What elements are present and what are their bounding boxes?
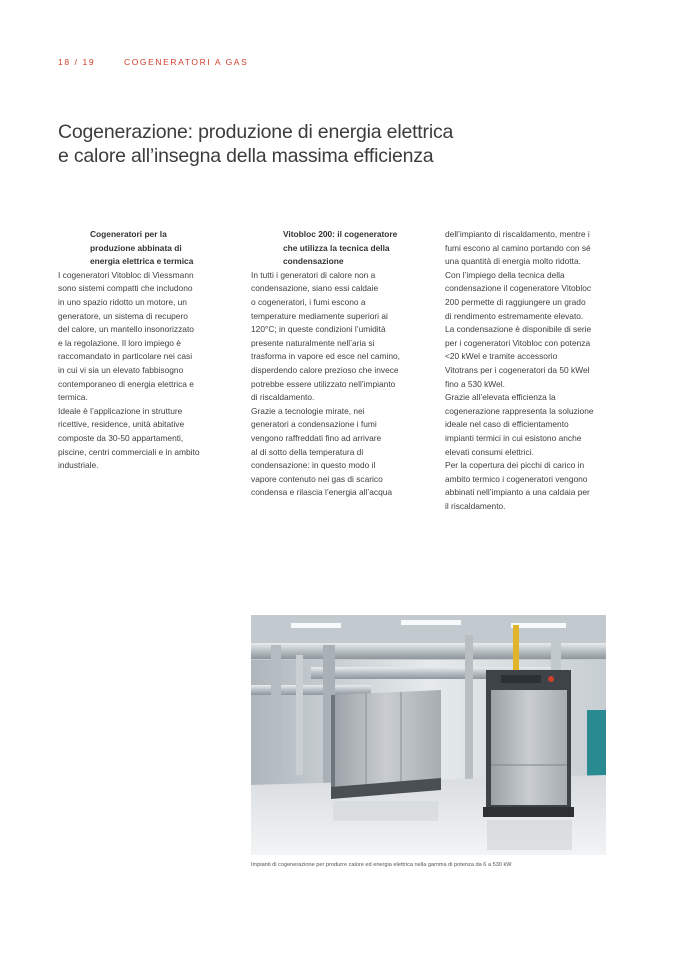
body-line: composte da 30-50 appartamenti,: [58, 432, 184, 443]
body-line: per i cogeneratori Vitobloc con potenza: [445, 337, 591, 348]
body-line: una quantità di energia molto ridotta.: [445, 256, 581, 267]
body-line: 120°C; in queste condizioni l’umidità: [251, 324, 386, 335]
column-1-body: [58, 269, 220, 473]
body-line: 200 permette di raggiungere un grado: [445, 296, 586, 307]
column-2-body: [251, 269, 417, 500]
body-line: ricettive, residence, unità abitative: [58, 419, 185, 430]
column-1-subtitle: [58, 228, 220, 269]
body-line: fino a 530 kWel.: [445, 378, 505, 389]
column-2-subtitle: [251, 228, 417, 269]
page-title: [58, 120, 498, 168]
body-line: Grazie all’elevata efficienza la: [445, 392, 556, 403]
body-line: temperature mediamente superiori ai: [251, 310, 388, 321]
body-line: condensa e rilascia l’energia all’acqua: [251, 487, 393, 498]
body-line: al di sotto della temperatura di: [251, 446, 364, 457]
body-line: industriale.: [58, 460, 99, 471]
body-line: Per la copertura dei picchi di carico in: [445, 460, 585, 471]
body-line: dell’impianto di riscaldamento, mentre i: [445, 229, 590, 239]
page-numbers: 18 / 19: [58, 57, 96, 67]
subtitle-line: energia elettrica e termica: [90, 256, 194, 267]
body-line: Con l’impiego della tecnica della: [445, 269, 565, 280]
body-line: e la regolazione. Il loro impiego è: [58, 337, 181, 348]
body-line: ambito termico i cogeneratori vengono: [445, 473, 588, 484]
text-column-2: [251, 228, 417, 500]
title-line-1: Cogenerazione: produzione di energia elettrica: [58, 121, 454, 143]
body-line: vengono raffreddati fino ad arrivare: [251, 432, 382, 443]
body-line: presente naturalmente nell’aria si: [251, 337, 375, 348]
body-line: generatori a condensazione i fumi: [251, 419, 377, 430]
body-line: il riscaldamento.: [445, 500, 506, 511]
body-line: o cogeneratori, i fumi escono a: [251, 296, 366, 307]
photo-caption: Impianti di cogenerazione per produrre calore ed energia elettrica nella gamma di potenza da 6 a 530 kW: [251, 862, 512, 868]
body-line: impianti termici in cui esistono anche: [445, 432, 582, 443]
body-line: potrebbe essere utilizzato nell’impianto: [251, 378, 396, 389]
body-line: In tutti i generatori di calore non a: [251, 269, 376, 280]
body-line: elevati consumi elettrici.: [445, 446, 534, 457]
body-line: termica.: [58, 392, 88, 403]
text-column-3: [445, 228, 611, 513]
body-line: raccomandato in particolare nei casi: [58, 351, 193, 362]
subtitle-line: Vitobloc 200: il cogeneratore: [283, 229, 398, 239]
page-header: [58, 57, 248, 67]
subtitle-line: Cogeneratori per la: [90, 229, 167, 239]
body-line: condensazione il cogeneratore Vitobloc: [445, 283, 592, 294]
body-line: abbinati nell’impianto a una caldaia per: [445, 487, 590, 498]
body-line: generatore, un sistema di recupero: [58, 310, 188, 321]
body-line: Grazie a tecnologie mirate, nei: [251, 405, 365, 416]
body-line: del calore, un mantello insonorizzato: [58, 324, 194, 335]
body-line: fumi escono al camino portando con sé: [445, 242, 591, 253]
body-line: in cui vi sia un elevato fabbisogno: [58, 364, 184, 375]
subtitle-line: produzione abbinata di: [90, 242, 182, 253]
subtitle-line: che utilizza la tecnica della: [283, 242, 390, 253]
body-line: condensazione, siano essi caldaie: [251, 283, 379, 294]
subtitle-line: condensazione: [283, 256, 344, 267]
title-line-2: e calore all’insegna della massima efficienza: [58, 145, 434, 167]
body-line: La condensazione è disponibile di serie: [445, 324, 592, 335]
body-line: vapore contenuto nei gas di scarico: [251, 473, 383, 484]
body-line: contemporaneo di energia elettrica e: [58, 378, 194, 389]
body-line: condensazione: in questo modo il: [251, 460, 376, 471]
body-line: Ideale è l’applicazione in strutture: [58, 405, 183, 416]
text-column-1: [58, 228, 220, 473]
body-line: <20 kWel e tramite accessorio: [445, 351, 558, 362]
body-line: in uno spazio ridotto un motore, un: [58, 296, 187, 307]
body-line: piscine, centri commerciali e in ambito: [58, 446, 200, 457]
section-title: COGENERATORI A GAS: [123, 57, 249, 67]
body-line: ideale nel caso di efficientamento: [445, 419, 569, 430]
body-line: disperdendo calore prezioso che invece: [251, 364, 399, 375]
cogeneration-units-illustration: [251, 615, 606, 855]
body-line: sono sistemi compatti che includono: [58, 283, 193, 294]
body-line: di riscaldamento.: [251, 392, 315, 403]
body-line: Vitotrans per i cogeneratori da 50 kWel: [445, 364, 590, 375]
plant-room-photo: [251, 615, 606, 855]
body-line: I cogeneratori Vitobloc di Viessmann: [58, 269, 194, 280]
body-line: di rendimento estremamente elevato.: [445, 310, 584, 321]
body-line: cogenerazione rappresenta la soluzione: [445, 405, 594, 416]
body-line: trasforma in vapore ed esce nel camino,: [251, 351, 400, 362]
